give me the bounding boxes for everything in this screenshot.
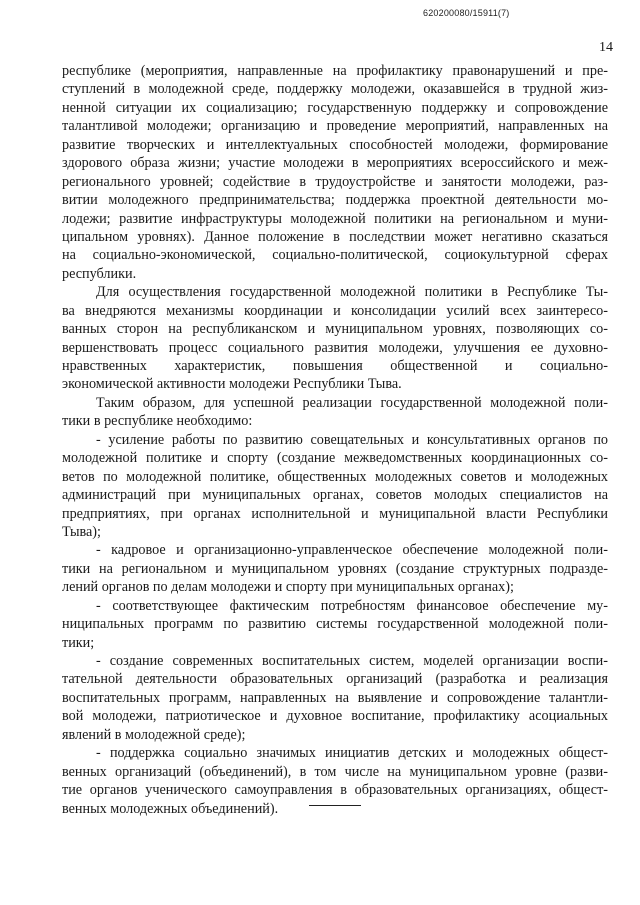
text-line: тие органов ученического самоуправления в образовательных организациях, общест- [62, 782, 608, 799]
text-line: экономической активности молодежи Республики Тыва. [62, 376, 402, 393]
text-line: - соответствующее фактическим потребностям финансовое обеспечение му- [96, 597, 608, 614]
text-line: лений органов по делам молодежи и спорту при муниципальных органах); [62, 579, 514, 596]
text-line: тательной деятельности образовательных организаций (разработка и реализация [62, 671, 608, 688]
text-line: республике (мероприятия, направленные на профилактику правонарушений и пре- [62, 63, 608, 79]
text-line: - усиление работы по развитию совещательных и консультативных органов по [96, 431, 608, 448]
text-line: Для осуществления государственной молодежной политики в Республике Ты- [96, 284, 608, 301]
text-line: здорового образа жизни; участие молодежи в мероприятиях всероссийского и меж- [62, 155, 608, 172]
text-line: Тыва); [62, 523, 101, 540]
end-of-text-rule [309, 805, 361, 806]
document-body [62, 62, 608, 818]
text-line: явлений в молодежной среде); [62, 726, 246, 743]
text-line: воспитательных программ, направленных на выявление и сопровождение талантли- [62, 689, 608, 706]
text-line: - поддержка социально значимых инициатив детских и молодежных общест- [96, 745, 608, 762]
text-line: ва внедряются механизмы координации и консолидации усилий всех заинтересо- [62, 302, 608, 319]
text-line: Таким образом, для успешной реализации государственной молодежной поли- [96, 394, 608, 411]
text-line: тики; [62, 634, 95, 651]
text-line: вершенствовать процесс социального развития молодежи, улучшения ее духовно- [62, 339, 608, 356]
text-line: талантливой молодежи; организацию и проведение мероприятий, направленных на [62, 118, 608, 135]
page-number: 14 [599, 40, 613, 55]
text-line: - создание современных воспитательных систем, моделей организации воспи- [96, 653, 608, 669]
text-line: ненной ситуации их социализацию; государственную поддержку и сопровождение [62, 99, 608, 116]
text-line: предприятиях, при органах исполнительной и муниципальной власти Республики [62, 505, 608, 522]
text-line: молодежной политике и спорту (создание межведомственных координационных со- [62, 450, 608, 467]
text-line: - кадровое и организационно-управленческое обеспечение молодежной поли- [96, 542, 608, 559]
text-line: ниципальных программ по развитию системы государственной молодежной поли- [62, 616, 608, 633]
text-line: тики в республике необходимо: [62, 413, 253, 430]
text-line: лодежи; развитие инфраструктуры молодежной политики на региональном и муни- [62, 210, 608, 227]
text-line: тики на региональном и муниципальном уровнях (создание структурных подразде- [62, 560, 608, 577]
text-line: венных организаций (объединений), в том числе на муниципальном уровне (разви- [62, 763, 608, 780]
text-line: нравственных характеристик, повышения общественной и социально- [62, 358, 608, 374]
text-line: ветов по молодежной политике, общественных молодежных советов и молодежных [62, 468, 608, 485]
text-line: витии молодежного предпринимательства; поддержка проектной деятельности мо- [62, 192, 608, 209]
text-line: на социально-экономической, социально-политической, социокультурной сферах [62, 247, 608, 264]
text-line: вой молодежи, патриотическое и духовное воспитание, профилактику асоциальных [62, 708, 608, 725]
text-line: регионального уровней; содействие в трудоустройстве и занятости молодежи, раз- [62, 173, 608, 190]
text-line: администраций при муниципальных органах, советов молодых специалистов на [62, 487, 608, 504]
text-line: венных молодежных объединений). [62, 800, 279, 817]
text-line: ванных сторон на республиканском и муниципальном уровнях, позволяющих со- [62, 321, 608, 338]
text-line: республики. [62, 265, 137, 282]
text-line: ступлений в молодежной среде, поддержку молодежи, оказавшейся в трудной жиз- [62, 81, 608, 98]
text-line: развитие творческих и интеллектуальных способностей молодежи, формирование [62, 136, 608, 153]
text-line: ципальном уровнях). Данное положение в последствии может негативно сказаться [62, 228, 608, 245]
document-id: 620200080/15911(7) [423, 8, 510, 18]
